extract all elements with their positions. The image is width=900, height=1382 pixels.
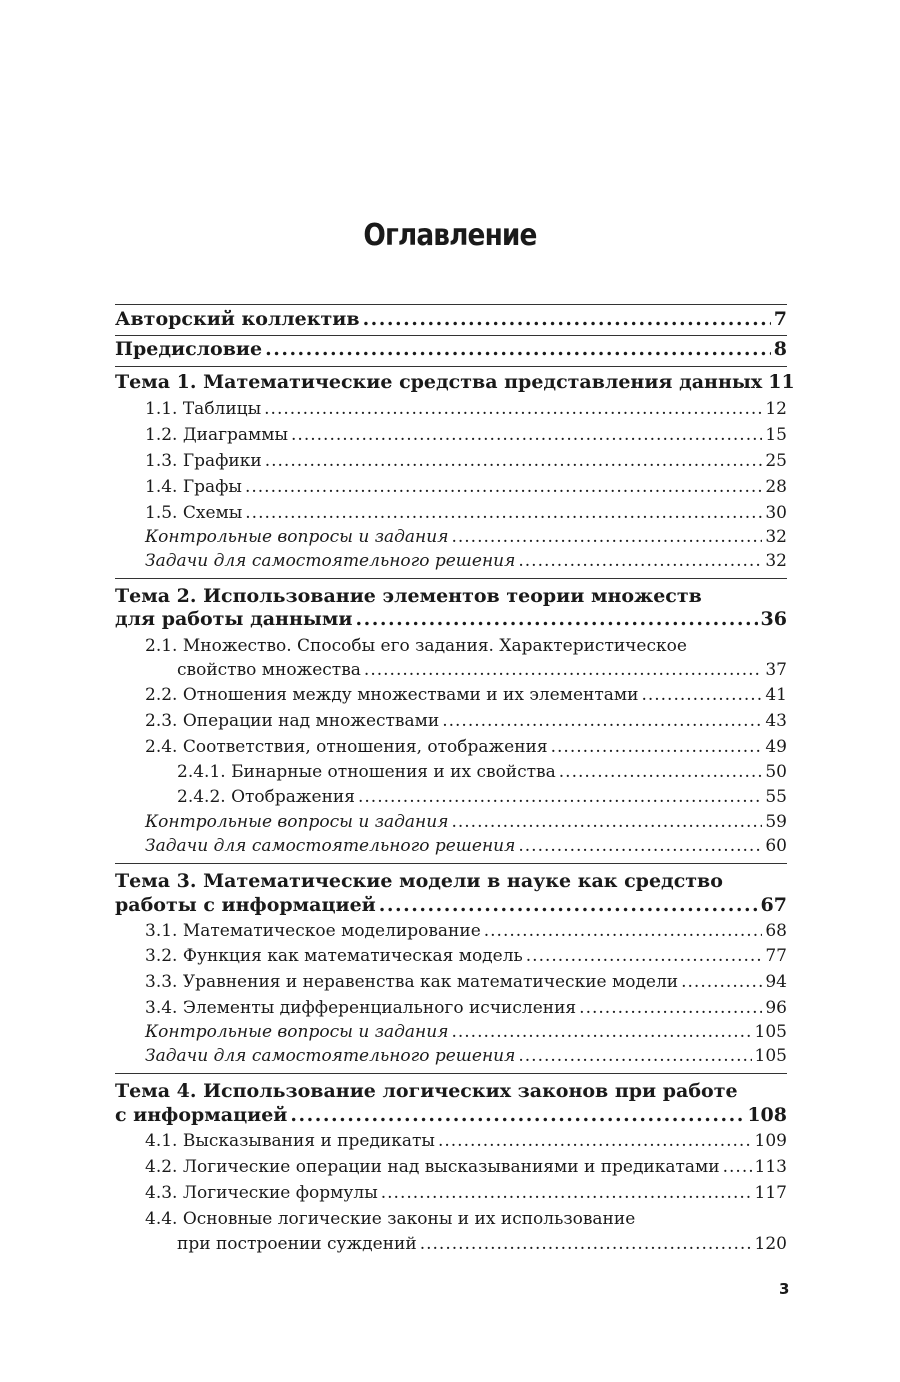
section-divider xyxy=(115,335,787,336)
toc-entry-2-questions[interactable]: Контрольные вопросы и задания ..... 59 xyxy=(145,812,787,832)
section-divider xyxy=(115,863,787,864)
toc-entry-topic-2[interactable]: для работы данными ..... 36 xyxy=(115,608,787,630)
toc-entry-topic-3-line1[interactable]: Тема 3. Математические модели в науке как средство xyxy=(115,870,723,892)
toc-entry-1-4[interactable]: 1.4. Графы ..... 28 xyxy=(145,477,787,497)
toc-entry-2-4-1[interactable]: 2.4.1. Бинарные отношения и их свойства ..... 50 xyxy=(177,762,787,782)
toc-entry-topic-2-line1[interactable]: Тема 2. Использование элементов теории множеств xyxy=(115,585,702,607)
section-divider xyxy=(115,366,787,367)
toc-entry-1-3[interactable]: 1.3. Графики ..... 25 xyxy=(145,451,787,471)
page-number: 3 xyxy=(779,1280,790,1298)
page-title: Оглавление xyxy=(363,218,537,253)
toc-entry-4-4-line1[interactable]: 4.4. Основные логические законы и их использование xyxy=(145,1209,636,1229)
toc-entry-topic-4[interactable]: с информацией ..... 108 xyxy=(115,1104,787,1126)
toc-entry-topic-4-line1[interactable]: Тема 4. Использование логических законов при работе xyxy=(115,1080,738,1102)
toc-entry-1-2[interactable]: 1.2. Диаграммы ..... 15 xyxy=(145,425,787,445)
toc-entry-1-tasks[interactable]: Задачи для самостоятельного решения ..... 32 xyxy=(145,551,787,571)
section-divider xyxy=(115,578,787,579)
toc-entry-2-2[interactable]: 2.2. Отношения между множествами и их элементами ..... 41 xyxy=(145,685,787,705)
toc-entry-1-questions[interactable]: Контрольные вопросы и задания ..... 32 xyxy=(145,527,787,547)
toc-entry-2-1[interactable]: свойство множества ..... 37 xyxy=(177,660,787,680)
toc-entry-4-2[interactable]: 4.2. Логические операции над высказываниями и предикатами ..... 113 xyxy=(145,1157,787,1177)
toc-entry-2-4-2[interactable]: 2.4.2. Отображения ..... 55 xyxy=(177,787,787,807)
toc-entry-topic-1[interactable]: Тема 1. Математические средства представления данных 11 xyxy=(115,371,795,393)
toc-entry-preface[interactable]: Предисловие ..... 8 xyxy=(115,338,787,360)
toc-entry-2-4[interactable]: 2.4. Соответствия, отношения, отображения ..... 49 xyxy=(145,737,787,757)
toc-entry-2-3[interactable]: 2.3. Операции над множествами ..... 43 xyxy=(145,711,787,731)
toc-entry-4-4[interactable]: при построении суждений ..... 120 xyxy=(177,1234,787,1254)
toc-entry-3-2[interactable]: 3.2. Функция как математическая модель ..... 77 xyxy=(145,946,787,966)
toc-entry-4-1[interactable]: 4.1. Высказывания и предикаты ..... 109 xyxy=(145,1131,787,1151)
toc-entry-3-4[interactable]: 3.4. Элементы дифференциального исчисления ..... 96 xyxy=(145,998,787,1018)
toc-entry-2-1-line1[interactable]: 2.1. Множество. Способы его задания. Характеристическое xyxy=(145,636,687,656)
toc-entry-1-5[interactable]: 1.5. Схемы ..... 30 xyxy=(145,503,787,523)
toc-entry-3-questions[interactable]: Контрольные вопросы и задания ..... 105 xyxy=(145,1022,787,1042)
toc-entry-3-3[interactable]: 3.3. Уравнения и неравенства как математические модели ..... 94 xyxy=(145,972,787,992)
toc-entry-3-tasks[interactable]: Задачи для самостоятельного решения ..... 105 xyxy=(145,1046,787,1066)
toc-entry-3-1[interactable]: 3.1. Математическое моделирование ..... 68 xyxy=(145,921,787,941)
section-divider xyxy=(115,304,787,305)
toc-entry-4-3[interactable]: 4.3. Логические формулы ..... 117 xyxy=(145,1183,787,1203)
toc-entry-authors[interactable]: Авторский коллектив ..... 7 xyxy=(115,308,787,330)
section-divider xyxy=(115,1073,787,1074)
toc-entry-1-1[interactable]: 1.1. Таблицы ..... 12 xyxy=(145,399,787,419)
toc-entry-topic-3[interactable]: работы с информацией ..... 67 xyxy=(115,894,787,916)
toc-entry-2-tasks[interactable]: Задачи для самостоятельного решения ..... 60 xyxy=(145,836,787,856)
